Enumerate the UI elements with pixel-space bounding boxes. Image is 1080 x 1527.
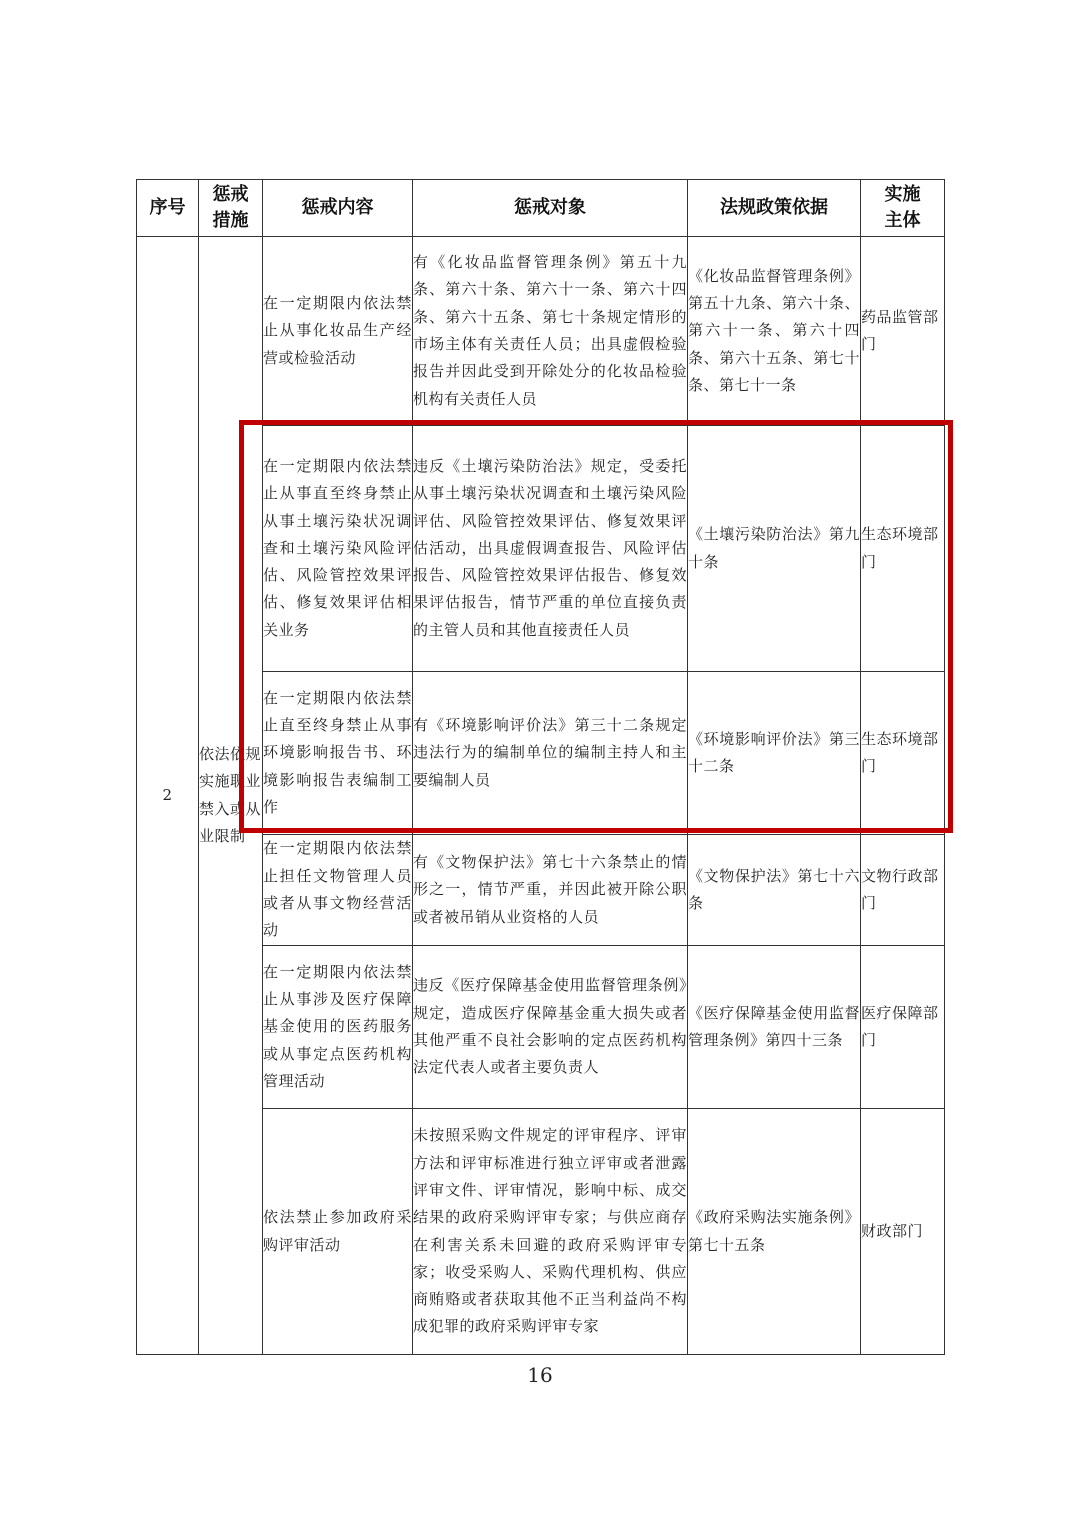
row-subject: 文物行政部门 — [861, 835, 945, 946]
row-subject: 药品监管部门 — [861, 237, 945, 426]
header-basis: 法规政策依据 — [688, 180, 861, 237]
header-subject: 实施 主体 — [861, 180, 945, 237]
punishment-measures-table — [136, 179, 945, 1355]
header-content: 惩戒内容 — [263, 180, 413, 237]
row-basis: 《医疗保障基金使用监督管理条例》第四十三条 — [688, 946, 861, 1109]
row-content: 依法禁止参加政府采购评审活动 — [263, 1109, 413, 1355]
header-seq: 序号 — [137, 180, 199, 237]
row-subject: 生态环境部门 — [861, 426, 945, 672]
row-basis: 《化妆品监督管理条例》第五十九条、第六十条、第六十一条、第六十四条、第六十五条、第七十条、第七十一条 — [688, 237, 861, 426]
row-content: 在一定期限内依法禁止从事化妆品生产经营或检验活动 — [263, 237, 413, 426]
row-target: 有《文物保护法》第七十六条禁止的情形之一，情节严重，并因此被开除公职或者被吊销从业资格的人员 — [413, 835, 688, 946]
row-target: 违反《土壤污染防治法》规定，受委托从事土壤污染状况调查和土壤污染风险评估、风险管控效果评估、修复效果评估活动，出具虚假调查报告、风险评估报告、风险管控效果评估报告、修复效果评估报告，情节严重的单位直接负责的主管人员和其他直接责任人员 — [413, 426, 688, 672]
row-basis: 《政府采购法实施条例》第七十五条 — [688, 1109, 861, 1355]
group-measure: 依法依规实施职业禁入或从业限制 — [199, 237, 263, 1355]
row-content: 在一定期限内依法禁止从事涉及医疗保障基金使用的医药服务或从事定点医药机构管理活动 — [263, 946, 413, 1109]
row-subject: 生态环境部门 — [861, 672, 945, 835]
group-seq: 2 — [137, 237, 199, 1355]
page-number: 16 — [527, 1363, 553, 1387]
row-basis: 《文物保护法》第七十六条 — [688, 835, 861, 946]
table-header-row — [137, 180, 945, 237]
row-subject: 财政部门 — [861, 1109, 945, 1355]
row-basis: 《土壤污染防治法》第九十条 — [688, 426, 861, 672]
row-target: 未按照采购文件规定的评审程序、评审方法和评审标准进行独立评审或者泄露评审文件、评审情况，影响中标、成交结果的政府采购评审专家；与供应商存在利害关系未回避的政府采购评审专家；收受采购人、采购代理机构、供应商贿赂或者获取其他不正当利益尚不构成犯罪的政府采购评审专家 — [413, 1109, 688, 1355]
row-target: 有《环境影响评价法》第三十二条规定违法行为的编制单位的编制主持人和主要编制人员 — [413, 672, 688, 835]
header-measure: 惩戒 措施 — [199, 180, 263, 237]
table-row — [137, 237, 945, 426]
row-target: 有《化妆品监督管理条例》第五十九条、第六十条、第六十一条、第六十四条、第六十五条、第七十条规定情形的市场主体有关责任人员；出具虚假检验报告并因此受到开除处分的化妆品检验机构有关责任人员 — [413, 237, 688, 426]
row-subject: 医疗保障部门 — [861, 946, 945, 1109]
row-target: 违反《医疗保障基金使用监督管理条例》规定，造成医疗保障基金重大损失或者其他严重不良社会影响的定点医药机构法定代表人或者主要负责人 — [413, 946, 688, 1109]
row-content: 在一定期限内依法禁止担任文物管理人员或者从事文物经营活动 — [263, 835, 413, 946]
header-target: 惩戒对象 — [413, 180, 688, 237]
row-basis: 《环境影响评价法》第三十二条 — [688, 672, 861, 835]
row-content: 在一定期限内依法禁止从事直至终身禁止从事土壤污染状况调查和土壤污染风险评估、风险管控效果评估、修复效果评估相关业务 — [263, 426, 413, 672]
row-content: 在一定期限内依法禁止直至终身禁止从事环境影响报告书、环境影响报告表编制工作 — [263, 672, 413, 835]
